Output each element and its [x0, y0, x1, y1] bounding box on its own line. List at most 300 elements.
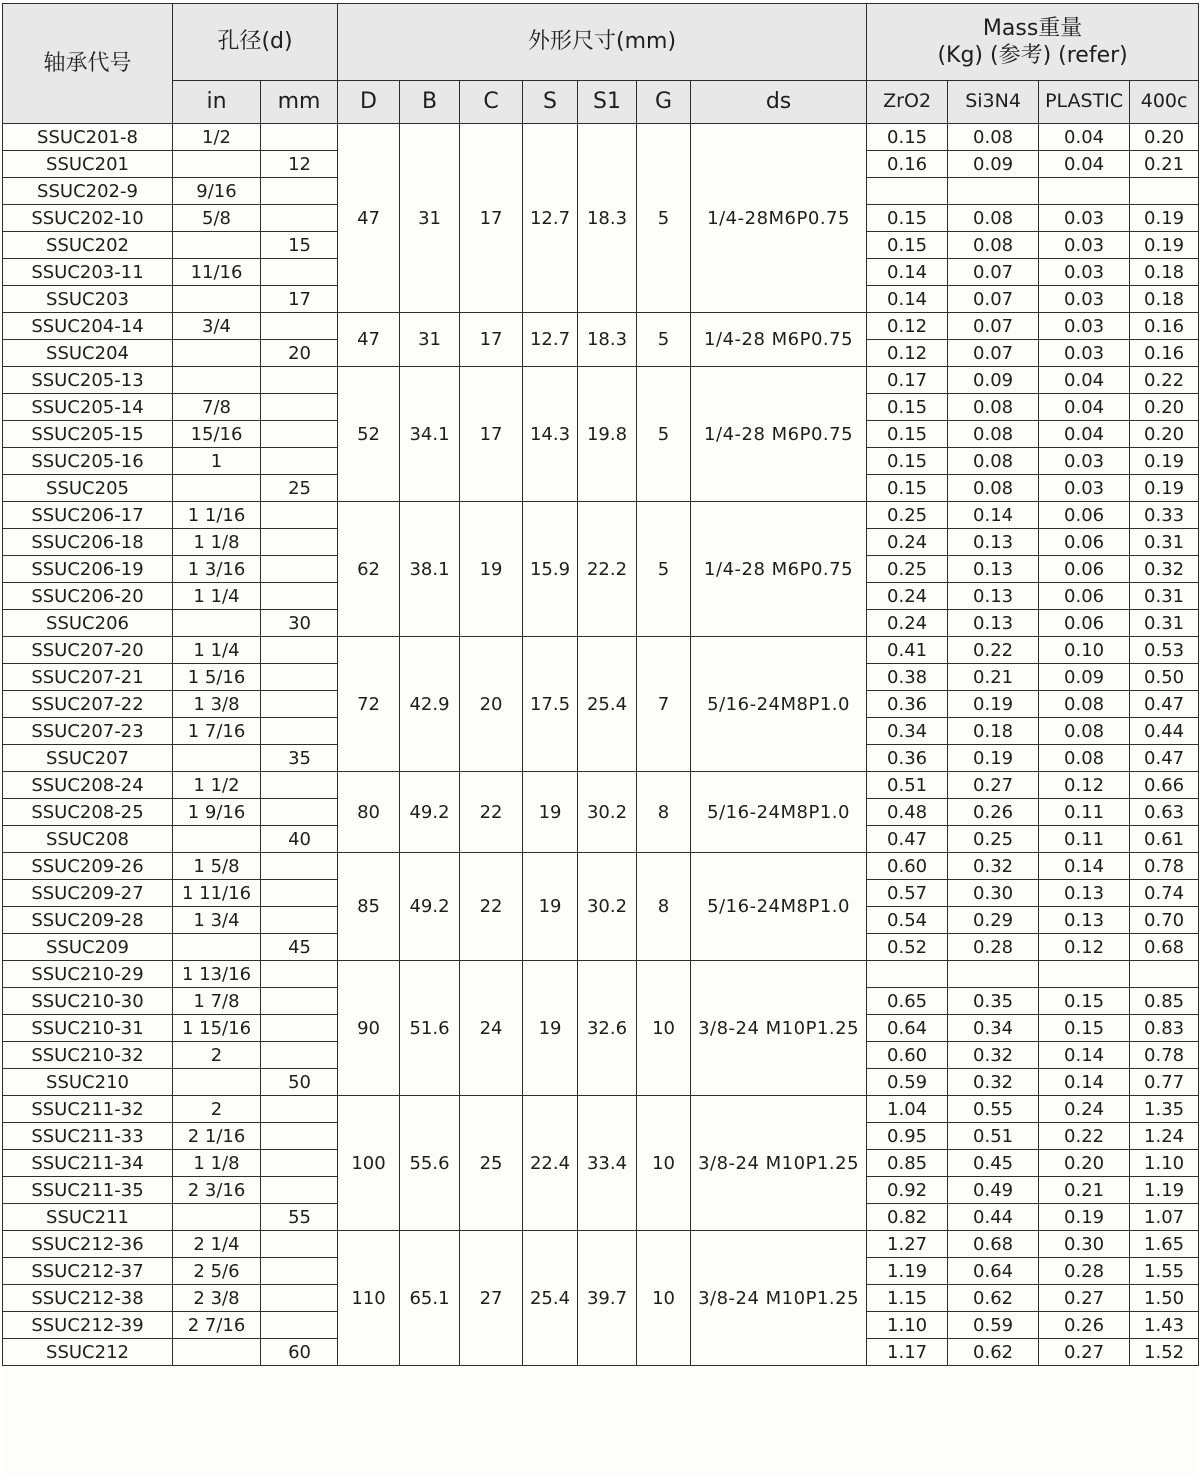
- mass-400c: 0.16: [1130, 313, 1199, 340]
- bore-mm: [261, 880, 338, 907]
- header-mass-400c: 400c: [1130, 81, 1199, 124]
- mass-plastic: 0.03: [1039, 259, 1130, 286]
- mass-si3n4: 0.09: [948, 151, 1039, 178]
- mass-400c: 0.78: [1130, 1042, 1199, 1069]
- bearing-code: SSUC202-9: [3, 178, 173, 205]
- bore-in: [173, 610, 261, 637]
- mass-400c: 1.65: [1130, 1231, 1199, 1258]
- dim-s: 14.3: [523, 367, 578, 502]
- dim-g: 5: [637, 313, 691, 367]
- mass-si3n4: 0.08: [948, 475, 1039, 502]
- mass-zro2: 0.14: [867, 259, 948, 286]
- header-bore-in: in: [173, 81, 261, 124]
- mass-zro2: 0.92: [867, 1177, 948, 1204]
- dim-g: 5: [637, 502, 691, 637]
- bore-in: [173, 1069, 261, 1096]
- mass-plastic: 0.26: [1039, 1312, 1130, 1339]
- header-dim-S1: S1: [578, 81, 637, 124]
- mass-si3n4: 0.49: [948, 1177, 1039, 1204]
- dim-s: 19: [523, 772, 578, 853]
- mass-plastic: 0.11: [1039, 826, 1130, 853]
- bore-mm: 50: [261, 1069, 338, 1096]
- dim-s: 12.7: [523, 313, 578, 367]
- bearing-spec-table: [2, 3, 1199, 1366]
- bore-mm: [261, 1096, 338, 1123]
- bore-mm: [261, 529, 338, 556]
- mass-si3n4: 0.34: [948, 1015, 1039, 1042]
- mass-400c: 1.07: [1130, 1204, 1199, 1231]
- mass-si3n4: 0.32: [948, 1042, 1039, 1069]
- dim-b: 42.9: [400, 637, 460, 772]
- bore-in: 2 5/6: [173, 1258, 261, 1285]
- header-dim-ds: ds: [691, 81, 867, 124]
- mass-si3n4: 0.08: [948, 205, 1039, 232]
- bore-in: 1: [173, 448, 261, 475]
- bore-in: 2: [173, 1042, 261, 1069]
- mass-si3n4: 0.19: [948, 745, 1039, 772]
- mass-400c: 0.74: [1130, 880, 1199, 907]
- mass-zro2: [867, 178, 948, 205]
- mass-si3n4: 0.07: [948, 313, 1039, 340]
- mass-si3n4: 0.64: [948, 1258, 1039, 1285]
- dim-b: 55.6: [400, 1096, 460, 1231]
- mass-plastic: 0.04: [1039, 394, 1130, 421]
- dim-b: 51.6: [400, 961, 460, 1096]
- mass-si3n4: 0.51: [948, 1123, 1039, 1150]
- mass-plastic: 0.06: [1039, 583, 1130, 610]
- bore-in: 1 5/8: [173, 853, 261, 880]
- bearing-code: SSUC202-10: [3, 205, 173, 232]
- dim-s1: 32.6: [578, 961, 637, 1096]
- bearing-code: SSUC205-14: [3, 394, 173, 421]
- bore-mm: 15: [261, 232, 338, 259]
- bore-mm: 35: [261, 745, 338, 772]
- mass-zro2: 0.15: [867, 232, 948, 259]
- mass-plastic: 0.06: [1039, 610, 1130, 637]
- mass-plastic: 0.04: [1039, 124, 1130, 151]
- bearing-code: SSUC207-21: [3, 664, 173, 691]
- bore-mm: [261, 583, 338, 610]
- mass-400c: 0.44: [1130, 718, 1199, 745]
- mass-si3n4: 0.30: [948, 880, 1039, 907]
- dim-ds: 3/8-24 M10P1.25: [691, 1231, 867, 1366]
- mass-zro2: 0.24: [867, 610, 948, 637]
- dim-d: 47: [338, 124, 400, 313]
- mass-zro2: 0.82: [867, 1204, 948, 1231]
- mass-400c: 0.19: [1130, 232, 1199, 259]
- mass-plastic: 0.04: [1039, 367, 1130, 394]
- bore-mm: [261, 421, 338, 448]
- mass-si3n4: 0.18: [948, 718, 1039, 745]
- mass-si3n4: 0.27: [948, 772, 1039, 799]
- mass-400c: 1.55: [1130, 1258, 1199, 1285]
- bore-in: [173, 232, 261, 259]
- mass-plastic: 0.09: [1039, 664, 1130, 691]
- header-model: 轴承代号: [3, 4, 173, 124]
- header-dimensions: 外形尺寸(mm): [338, 4, 867, 81]
- mass-plastic: 0.21: [1039, 1177, 1130, 1204]
- mass-zro2: 0.24: [867, 529, 948, 556]
- mass-zro2: 0.17: [867, 367, 948, 394]
- dim-g: 8: [637, 772, 691, 853]
- bore-in: [173, 745, 261, 772]
- header-dim-C: C: [460, 81, 523, 124]
- bearing-code: SSUC211-34: [3, 1150, 173, 1177]
- bore-in: 1 1/2: [173, 772, 261, 799]
- mass-zro2: 0.85: [867, 1150, 948, 1177]
- dim-ds: 5/16-24M8P1.0: [691, 853, 867, 961]
- mass-plastic: 0.13: [1039, 907, 1130, 934]
- bore-in: 5/8: [173, 205, 261, 232]
- dim-g: 10: [637, 1096, 691, 1231]
- table-body: [3, 124, 1199, 1366]
- dim-s: 25.4: [523, 1231, 578, 1366]
- mass-plastic: 0.13: [1039, 880, 1130, 907]
- bore-mm: [261, 799, 338, 826]
- mass-plastic: 0.30: [1039, 1231, 1130, 1258]
- bore-mm: 25: [261, 475, 338, 502]
- bearing-code: SSUC211-35: [3, 1177, 173, 1204]
- mass-plastic: 0.03: [1039, 313, 1130, 340]
- mass-si3n4: 0.26: [948, 799, 1039, 826]
- bore-in: 2 3/8: [173, 1285, 261, 1312]
- bore-mm: 55: [261, 1204, 338, 1231]
- mass-400c: 0.19: [1130, 475, 1199, 502]
- bore-mm: [261, 1285, 338, 1312]
- dim-s: 19: [523, 961, 578, 1096]
- bore-in: 11/16: [173, 259, 261, 286]
- mass-si3n4: 0.07: [948, 286, 1039, 313]
- mass-si3n4: 0.14: [948, 502, 1039, 529]
- bearing-code: SSUC207-22: [3, 691, 173, 718]
- bearing-code: SSUC209-28: [3, 907, 173, 934]
- mass-si3n4: 0.19: [948, 691, 1039, 718]
- bore-mm: 40: [261, 826, 338, 853]
- mass-plastic: 0.06: [1039, 502, 1130, 529]
- bore-mm: [261, 988, 338, 1015]
- table-row: [3, 637, 1199, 664]
- mass-zro2: 0.15: [867, 205, 948, 232]
- mass-400c: 0.32: [1130, 556, 1199, 583]
- mass-400c: 0.53: [1130, 637, 1199, 664]
- dim-g: 5: [637, 367, 691, 502]
- header-mass-title: Mass重量: [982, 15, 1083, 41]
- bearing-code: SSUC210-32: [3, 1042, 173, 1069]
- bore-in: [173, 934, 261, 961]
- mass-si3n4: 0.08: [948, 394, 1039, 421]
- mass-400c: 0.63: [1130, 799, 1199, 826]
- mass-plastic: 0.06: [1039, 556, 1130, 583]
- bore-mm: [261, 1150, 338, 1177]
- mass-zro2: 0.41: [867, 637, 948, 664]
- bearing-code: SSUC211-32: [3, 1096, 173, 1123]
- bore-in: 1 1/4: [173, 637, 261, 664]
- dim-s: 12.7: [523, 124, 578, 313]
- bearing-code: SSUC205-16: [3, 448, 173, 475]
- dim-g: 8: [637, 853, 691, 961]
- mass-400c: [1130, 178, 1199, 205]
- mass-plastic: 0.24: [1039, 1096, 1130, 1123]
- bearing-code: SSUC208-24: [3, 772, 173, 799]
- mass-si3n4: 0.59: [948, 1312, 1039, 1339]
- mass-zro2: 0.36: [867, 691, 948, 718]
- mass-zro2: 0.64: [867, 1015, 948, 1042]
- mass-zro2: 0.25: [867, 502, 948, 529]
- dim-b: 31: [400, 313, 460, 367]
- header-mass-si3n4: Si3N4: [948, 81, 1039, 124]
- mass-si3n4: 0.22: [948, 637, 1039, 664]
- bore-in: 1 1/8: [173, 1150, 261, 1177]
- bore-mm: [261, 637, 338, 664]
- bearing-code: SSUC204: [3, 340, 173, 367]
- mass-zro2: 0.16: [867, 151, 948, 178]
- bore-in: [173, 475, 261, 502]
- bearing-code: SSUC205-15: [3, 421, 173, 448]
- mass-plastic: 0.10: [1039, 637, 1130, 664]
- mass-si3n4: 0.07: [948, 340, 1039, 367]
- dim-ds: 5/16-24M8P1.0: [691, 772, 867, 853]
- bore-in: [173, 340, 261, 367]
- mass-plastic: 0.08: [1039, 718, 1130, 745]
- dim-c: 25: [460, 1096, 523, 1231]
- bore-in: 7/8: [173, 394, 261, 421]
- dim-d: 52: [338, 367, 400, 502]
- dim-b: 34.1: [400, 367, 460, 502]
- bore-in: 2 3/16: [173, 1177, 261, 1204]
- mass-plastic: 0.14: [1039, 1069, 1130, 1096]
- mass-si3n4: 0.09: [948, 367, 1039, 394]
- bore-mm: [261, 691, 338, 718]
- mass-zro2: 0.15: [867, 421, 948, 448]
- mass-plastic: 0.03: [1039, 232, 1130, 259]
- bore-in: [173, 151, 261, 178]
- bearing-code: SSUC212-38: [3, 1285, 173, 1312]
- mass-si3n4: 0.13: [948, 556, 1039, 583]
- bore-in: 1 5/16: [173, 664, 261, 691]
- bearing-code: SSUC206: [3, 610, 173, 637]
- bore-mm: [261, 664, 338, 691]
- mass-plastic: 0.08: [1039, 691, 1130, 718]
- mass-plastic: 0.15: [1039, 988, 1130, 1015]
- bearing-code: SSUC212-37: [3, 1258, 173, 1285]
- mass-400c: 0.78: [1130, 853, 1199, 880]
- bearing-code: SSUC206-18: [3, 529, 173, 556]
- mass-zro2: 0.48: [867, 799, 948, 826]
- mass-400c: 1.10: [1130, 1150, 1199, 1177]
- bore-mm: [261, 1258, 338, 1285]
- bore-in: 15/16: [173, 421, 261, 448]
- mass-zro2: 0.12: [867, 340, 948, 367]
- bore-mm: 17: [261, 286, 338, 313]
- dim-s1: 18.3: [578, 313, 637, 367]
- mass-plastic: 0.20: [1039, 1150, 1130, 1177]
- mass-400c: 0.50: [1130, 664, 1199, 691]
- bore-in: [173, 286, 261, 313]
- table-row: [3, 772, 1199, 799]
- dim-d: 47: [338, 313, 400, 367]
- bore-mm: [261, 853, 338, 880]
- bearing-code: SSUC201-8: [3, 124, 173, 151]
- bore-in: 1 1/4: [173, 583, 261, 610]
- table-row: [3, 367, 1199, 394]
- dim-s1: 33.4: [578, 1096, 637, 1231]
- bearing-code: SSUC208-25: [3, 799, 173, 826]
- bearing-code: SSUC209-26: [3, 853, 173, 880]
- mass-zro2: 0.15: [867, 475, 948, 502]
- mass-zro2: 0.57: [867, 880, 948, 907]
- header-mass-zro2: ZrO2: [867, 81, 948, 124]
- bearing-code: SSUC205: [3, 475, 173, 502]
- dim-g: 10: [637, 961, 691, 1096]
- mass-plastic: 0.03: [1039, 448, 1130, 475]
- mass-400c: 0.20: [1130, 124, 1199, 151]
- mass-plastic: 0.14: [1039, 1042, 1130, 1069]
- bore-mm: 45: [261, 934, 338, 961]
- mass-zro2: 0.95: [867, 1123, 948, 1150]
- dim-s1: 22.2: [578, 502, 637, 637]
- bore-in: [173, 1204, 261, 1231]
- mass-plastic: 0.11: [1039, 799, 1130, 826]
- mass-zro2: 0.12: [867, 313, 948, 340]
- bearing-code: SSUC211: [3, 1204, 173, 1231]
- mass-400c: 0.22: [1130, 367, 1199, 394]
- bearing-code: SSUC204-14: [3, 313, 173, 340]
- bore-in: 1 11/16: [173, 880, 261, 907]
- dim-d: 72: [338, 637, 400, 772]
- mass-plastic: 0.28: [1039, 1258, 1130, 1285]
- bore-mm: [261, 178, 338, 205]
- bore-mm: [261, 556, 338, 583]
- bearing-code: SSUC210-29: [3, 961, 173, 988]
- mass-zro2: 0.60: [867, 853, 948, 880]
- mass-si3n4: 0.21: [948, 664, 1039, 691]
- mass-400c: 1.50: [1130, 1285, 1199, 1312]
- mass-si3n4: [948, 178, 1039, 205]
- bore-mm: [261, 502, 338, 529]
- mass-400c: 0.21: [1130, 151, 1199, 178]
- dim-b: 31: [400, 124, 460, 313]
- mass-si3n4: 0.32: [948, 853, 1039, 880]
- mass-zro2: 0.47: [867, 826, 948, 853]
- bearing-code: SSUC209: [3, 934, 173, 961]
- header-dim-S: S: [523, 81, 578, 124]
- header-mass: [867, 4, 1199, 81]
- dim-c: 22: [460, 853, 523, 961]
- dim-s: 15.9: [523, 502, 578, 637]
- dim-c: 17: [460, 313, 523, 367]
- bore-mm: 12: [261, 151, 338, 178]
- dim-s1: 19.8: [578, 367, 637, 502]
- bore-in: 2 1/4: [173, 1231, 261, 1258]
- bore-in: 1 15/16: [173, 1015, 261, 1042]
- mass-plastic: 0.04: [1039, 421, 1130, 448]
- dim-ds: 3/8-24 M10P1.25: [691, 1096, 867, 1231]
- mass-plastic: 0.04: [1039, 151, 1130, 178]
- mass-400c: [1130, 961, 1199, 988]
- dim-s: 22.4: [523, 1096, 578, 1231]
- bearing-code: SSUC210-30: [3, 988, 173, 1015]
- bore-mm: [261, 205, 338, 232]
- mass-plastic: 0.03: [1039, 475, 1130, 502]
- table-row: [3, 124, 1199, 151]
- bore-mm: [261, 448, 338, 475]
- dim-d: 85: [338, 853, 400, 961]
- bore-mm: [261, 1042, 338, 1069]
- header-dim-B: B: [400, 81, 460, 124]
- bore-in: 1 3/4: [173, 907, 261, 934]
- mass-400c: 0.61: [1130, 826, 1199, 853]
- dim-d: 100: [338, 1096, 400, 1231]
- mass-zro2: 1.04: [867, 1096, 948, 1123]
- bore-in: [173, 826, 261, 853]
- dim-b: 65.1: [400, 1231, 460, 1366]
- mass-si3n4: 0.62: [948, 1339, 1039, 1366]
- mass-si3n4: 0.35: [948, 988, 1039, 1015]
- mass-zro2: 0.65: [867, 988, 948, 1015]
- mass-zro2: 0.36: [867, 745, 948, 772]
- dim-s: 17.5: [523, 637, 578, 772]
- mass-zro2: 0.51: [867, 772, 948, 799]
- mass-zro2: 0.38: [867, 664, 948, 691]
- mass-zro2: 0.54: [867, 907, 948, 934]
- bearing-code: SSUC203: [3, 286, 173, 313]
- mass-400c: 0.31: [1130, 610, 1199, 637]
- mass-plastic: 0.14: [1039, 853, 1130, 880]
- table-row: [3, 853, 1199, 880]
- mass-si3n4: 0.29: [948, 907, 1039, 934]
- table-row: [3, 961, 1199, 988]
- dim-g: 5: [637, 124, 691, 313]
- mass-si3n4: 0.45: [948, 1150, 1039, 1177]
- bore-mm: [261, 907, 338, 934]
- dim-g: 10: [637, 1231, 691, 1366]
- bore-in: 1/2: [173, 124, 261, 151]
- bore-mm: [261, 367, 338, 394]
- bearing-code: SSUC201: [3, 151, 173, 178]
- bore-in: 1 7/16: [173, 718, 261, 745]
- mass-plastic: [1039, 178, 1130, 205]
- dim-s1: 30.2: [578, 853, 637, 961]
- bore-mm: [261, 259, 338, 286]
- bearing-code: SSUC212-39: [3, 1312, 173, 1339]
- mass-400c: 0.18: [1130, 286, 1199, 313]
- dim-s: 19: [523, 853, 578, 961]
- mass-400c: 0.83: [1130, 1015, 1199, 1042]
- mass-plastic: 0.15: [1039, 1015, 1130, 1042]
- header-mass-unit: (Kg) (参考) (refer): [937, 43, 1128, 68]
- dim-c: 20: [460, 637, 523, 772]
- bearing-code: SSUC206-17: [3, 502, 173, 529]
- bearing-code: SSUC202: [3, 232, 173, 259]
- bore-mm: [261, 1015, 338, 1042]
- dim-c: 24: [460, 961, 523, 1096]
- mass-400c: 0.18: [1130, 259, 1199, 286]
- dim-d: 90: [338, 961, 400, 1096]
- bore-in: 2 7/16: [173, 1312, 261, 1339]
- dim-s1: 18.3: [578, 124, 637, 313]
- mass-zro2: 1.19: [867, 1258, 948, 1285]
- mass-plastic: 0.22: [1039, 1123, 1130, 1150]
- bore-in: 2 1/16: [173, 1123, 261, 1150]
- mass-si3n4: 0.28: [948, 934, 1039, 961]
- mass-zro2: 0.52: [867, 934, 948, 961]
- dim-ds: 1/4-28 M6P0.75: [691, 313, 867, 367]
- header-dim-D: D: [338, 81, 400, 124]
- mass-400c: 0.33: [1130, 502, 1199, 529]
- mass-si3n4: 0.13: [948, 610, 1039, 637]
- mass-400c: 0.77: [1130, 1069, 1199, 1096]
- mass-si3n4: 0.08: [948, 124, 1039, 151]
